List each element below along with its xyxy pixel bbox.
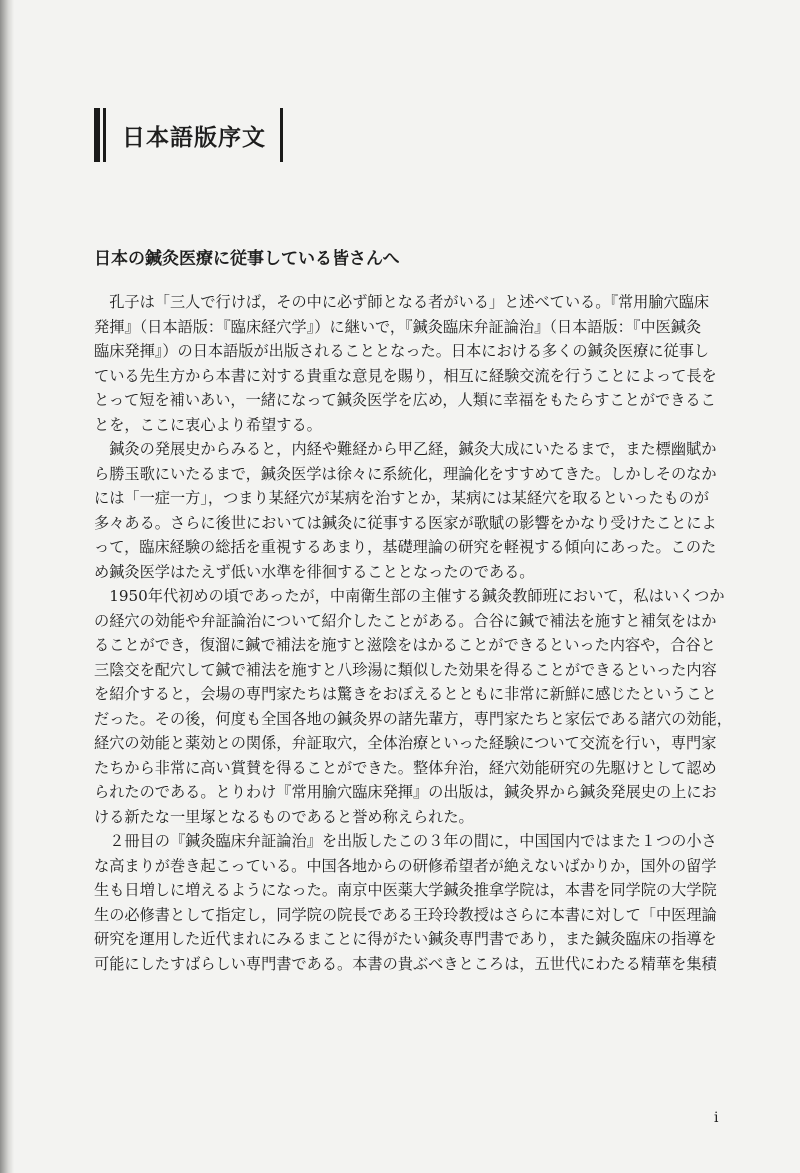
text-line: られたのである。とりわけ『常用腧穴臨床発揮』の出版は，鍼灸界から鍼灸発展史の上にお — [94, 783, 717, 801]
body-text — [94, 290, 732, 976]
text-line: 経穴の効能と薬効との関係，弁証取穴，全体治療といった経験について交流を行い，専門家 — [94, 734, 717, 752]
text-line: 三陰交を配穴して鍼で補法を施すと八珍湯に類似した効果を得ることができるといった内容 — [94, 660, 717, 679]
text-line: ける新たな一里塚となるものであると誉め称えられた。 — [94, 807, 474, 826]
heading-bar-left-thin — [103, 108, 106, 162]
text-line: を紹介すると，会場の専門家たちは驚きをおぼえるとともに非常に新鮮に感じたということ — [94, 685, 717, 703]
section-heading — [94, 108, 283, 162]
text-line: 発揮』（日本語版：『臨床経穴学』）に継いで，『鍼灸臨床弁証論治』（日本語版：『中医鍼灸 — [94, 317, 702, 336]
text-line: だった。その後，何度も全国各地の鍼灸界の諸先輩方，専門家たちと家伝である諸穴の効能， — [94, 709, 732, 728]
text-line: の経穴の効能や弁証論治について紹介したことがある。合谷に鍼で補法を施すと補気をはか — [94, 611, 717, 630]
text-line: とって短を補いあい，一緒になって鍼灸医学を広め，人類に幸福をもたらすことができるこ — [94, 391, 716, 409]
page-number: i — [714, 1110, 719, 1126]
text-line: 1950年代初めの頃であったが，中南衛生部の主催する鍼灸教師班において，私はいくつか — [94, 587, 725, 605]
text-line: な高まりが巻き起こっている。中国各地からの研修希望者が絶えないばかりか，国外の留学 — [94, 856, 717, 875]
text-line: ２冊目の『鍼灸臨床弁証論治』を出版したこの３年の間に，中国国内ではまた１つの小さ — [94, 832, 717, 850]
text-line: 可能にしたすばらしい専門書である。本書の貴ぶべきところは，五世代にわたる精華を集積 — [94, 954, 717, 973]
text-line: め鍼灸医学はたえず低い水準を徘徊することとなったのである。 — [94, 562, 535, 581]
text-line: 多々ある。さらに後世においては鍼灸に従事する医家が歌賦の影響をかなり受けたことによ — [94, 513, 717, 532]
text-line: ている先生方から本書に対する貴重な意見を賜り，相互に経験交流を行うことによって長を — [94, 366, 717, 385]
text-line: たちから非常に高い賞賛を得ることができた。整体弁治，経穴効能研究の先駆けとして認め — [94, 758, 717, 777]
text-line: って，臨床経験の総括を重視するあまり，基礎理論の研究を軽視する傾向にあった。このた — [94, 538, 717, 556]
text-line: 臨床発揮』）の日本語版が出版されることとなった。日本における多くの鍼灸医療に従事し — [94, 342, 710, 360]
text-line: ら勝玉歌にいたるまで，鍼灸医学は徐々に系統化，理論化をすすめてきた。しかしそのなか — [94, 464, 717, 483]
text-line: 生の必修書として指定し，同学院の院長である王玲玲教授はさらに本書に対して「中医理論 — [94, 905, 717, 924]
section-title: 日本語版序文 — [122, 124, 266, 151]
text-line: 研究を運用した近代まれにみるまことに得がたい鍼灸専門書であり，また鍼灸臨床の指導を — [94, 930, 717, 948]
text-line: 孔子は「三人で行けば，その中に必ず師となる者がいる」と述べている。『常用腧穴臨床 — [94, 293, 710, 311]
subtitle: 日本の鍼灸医療に従事している皆さんへ — [94, 249, 400, 269]
text-line: 生も日増しに増えるようになった。南京中医薬大学鍼灸推拿学院は，本書を同学院の大学院 — [94, 881, 717, 899]
text-line: とを，ここに衷心より希望する。 — [94, 415, 322, 434]
heading-bar-left — [94, 108, 100, 162]
page-binding-shadow — [0, 0, 14, 1173]
heading-bar-right — [280, 108, 283, 162]
text-line: には「一症一方」，つまり某経穴が某病を治すとか，某病には某経穴を取るといったものが — [94, 489, 710, 507]
text-line: 鍼灸の発展史からみると，内経や難経から甲乙経，鍼灸大成にいたるまで，また標幽賦か — [94, 440, 717, 458]
text-line: ることができ，復溜に鍼で補法を施すと滋陰をはかることができるといった内容や，合谷と — [94, 636, 716, 654]
